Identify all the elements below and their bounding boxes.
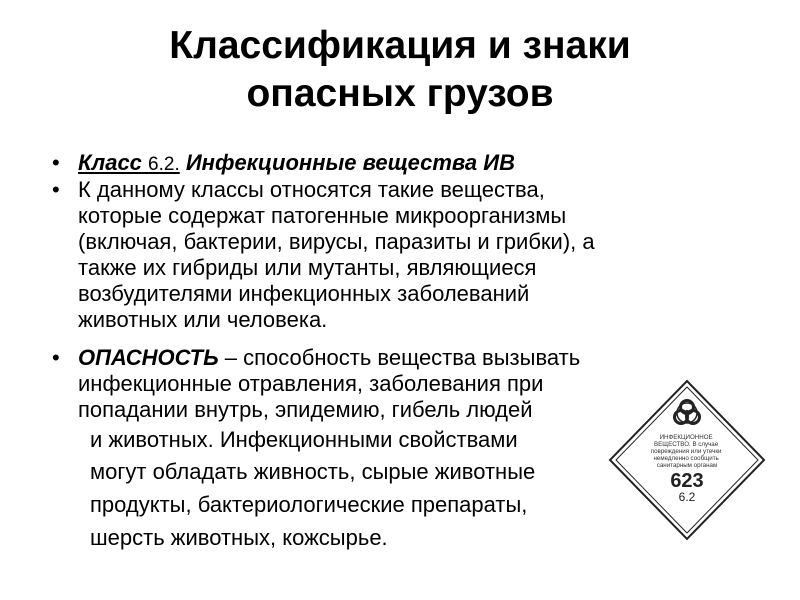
sign-text-line: санитарным органам [656, 462, 718, 469]
description-line: возбудителями инфекционных заболеваний [78, 281, 530, 306]
hazard-sign [606, 377, 768, 543]
danger-continuation-line: шерсть животных, кожсырье. [90, 525, 388, 550]
bullet-marker: • [52, 150, 60, 175]
slide-title [0, 22, 800, 118]
bullet-marker: • [52, 345, 60, 370]
description-line: также их гибриды или мутанты, являющиеся [78, 255, 537, 280]
sign-text-line: ИНФЕКЦИОННОЕ [659, 434, 713, 441]
danger-continuation-line: и животных. Инфекционными свойствами [90, 427, 518, 452]
class-label-link [78, 150, 180, 175]
title-line-2: опасных грузов [246, 72, 554, 115]
class-number: 6.2. [148, 154, 180, 175]
class-title: Инфекционные вещества ИВ [179, 150, 515, 175]
danger-text: – способность вещества вызывать [218, 345, 581, 370]
danger-line: инфекционные отравления, заболевания при [78, 371, 544, 396]
description-line: которые содержат патогенные микроорганизмы [78, 203, 567, 228]
title-line-1: Классификация и знаки [169, 24, 631, 67]
sign-text-line: повреждения или утечки [650, 448, 722, 455]
danger-line [78, 345, 738, 371]
description-line: животных или человека. [78, 307, 328, 332]
description-line: (включая, бактерии, вирусы, паразиты и грибки), а [78, 229, 595, 254]
sign-text-line: немедленно сообщить [653, 455, 719, 462]
class-label: Класс [78, 150, 142, 175]
svg-text:ИНФЕКЦИОННОЕ ВЕЩЕСТВО. В [651, 434, 723, 469]
danger-line: попадании внутрь, эпидемию, гибель людей [78, 397, 533, 422]
bullet-marker: • [52, 177, 60, 202]
danger-heading: ОПАСНОСТЬ [78, 345, 219, 370]
description-line: К данному классы относятся такие вещества, [78, 177, 545, 202]
bullet-description [78, 177, 718, 333]
hazard-diamond [606, 377, 768, 543]
un-number: 623 [670, 470, 704, 492]
bullet-class-heading [78, 150, 778, 178]
danger-continuation-line: могут обладать живность, сырые животные [90, 459, 536, 484]
sign-text-line: ВЕЩЕСТВО. В случае [654, 441, 719, 448]
sign-class-number: 6.2 [678, 490, 696, 504]
danger-continuation-line: продукты, бактериологические препараты, [90, 492, 528, 517]
